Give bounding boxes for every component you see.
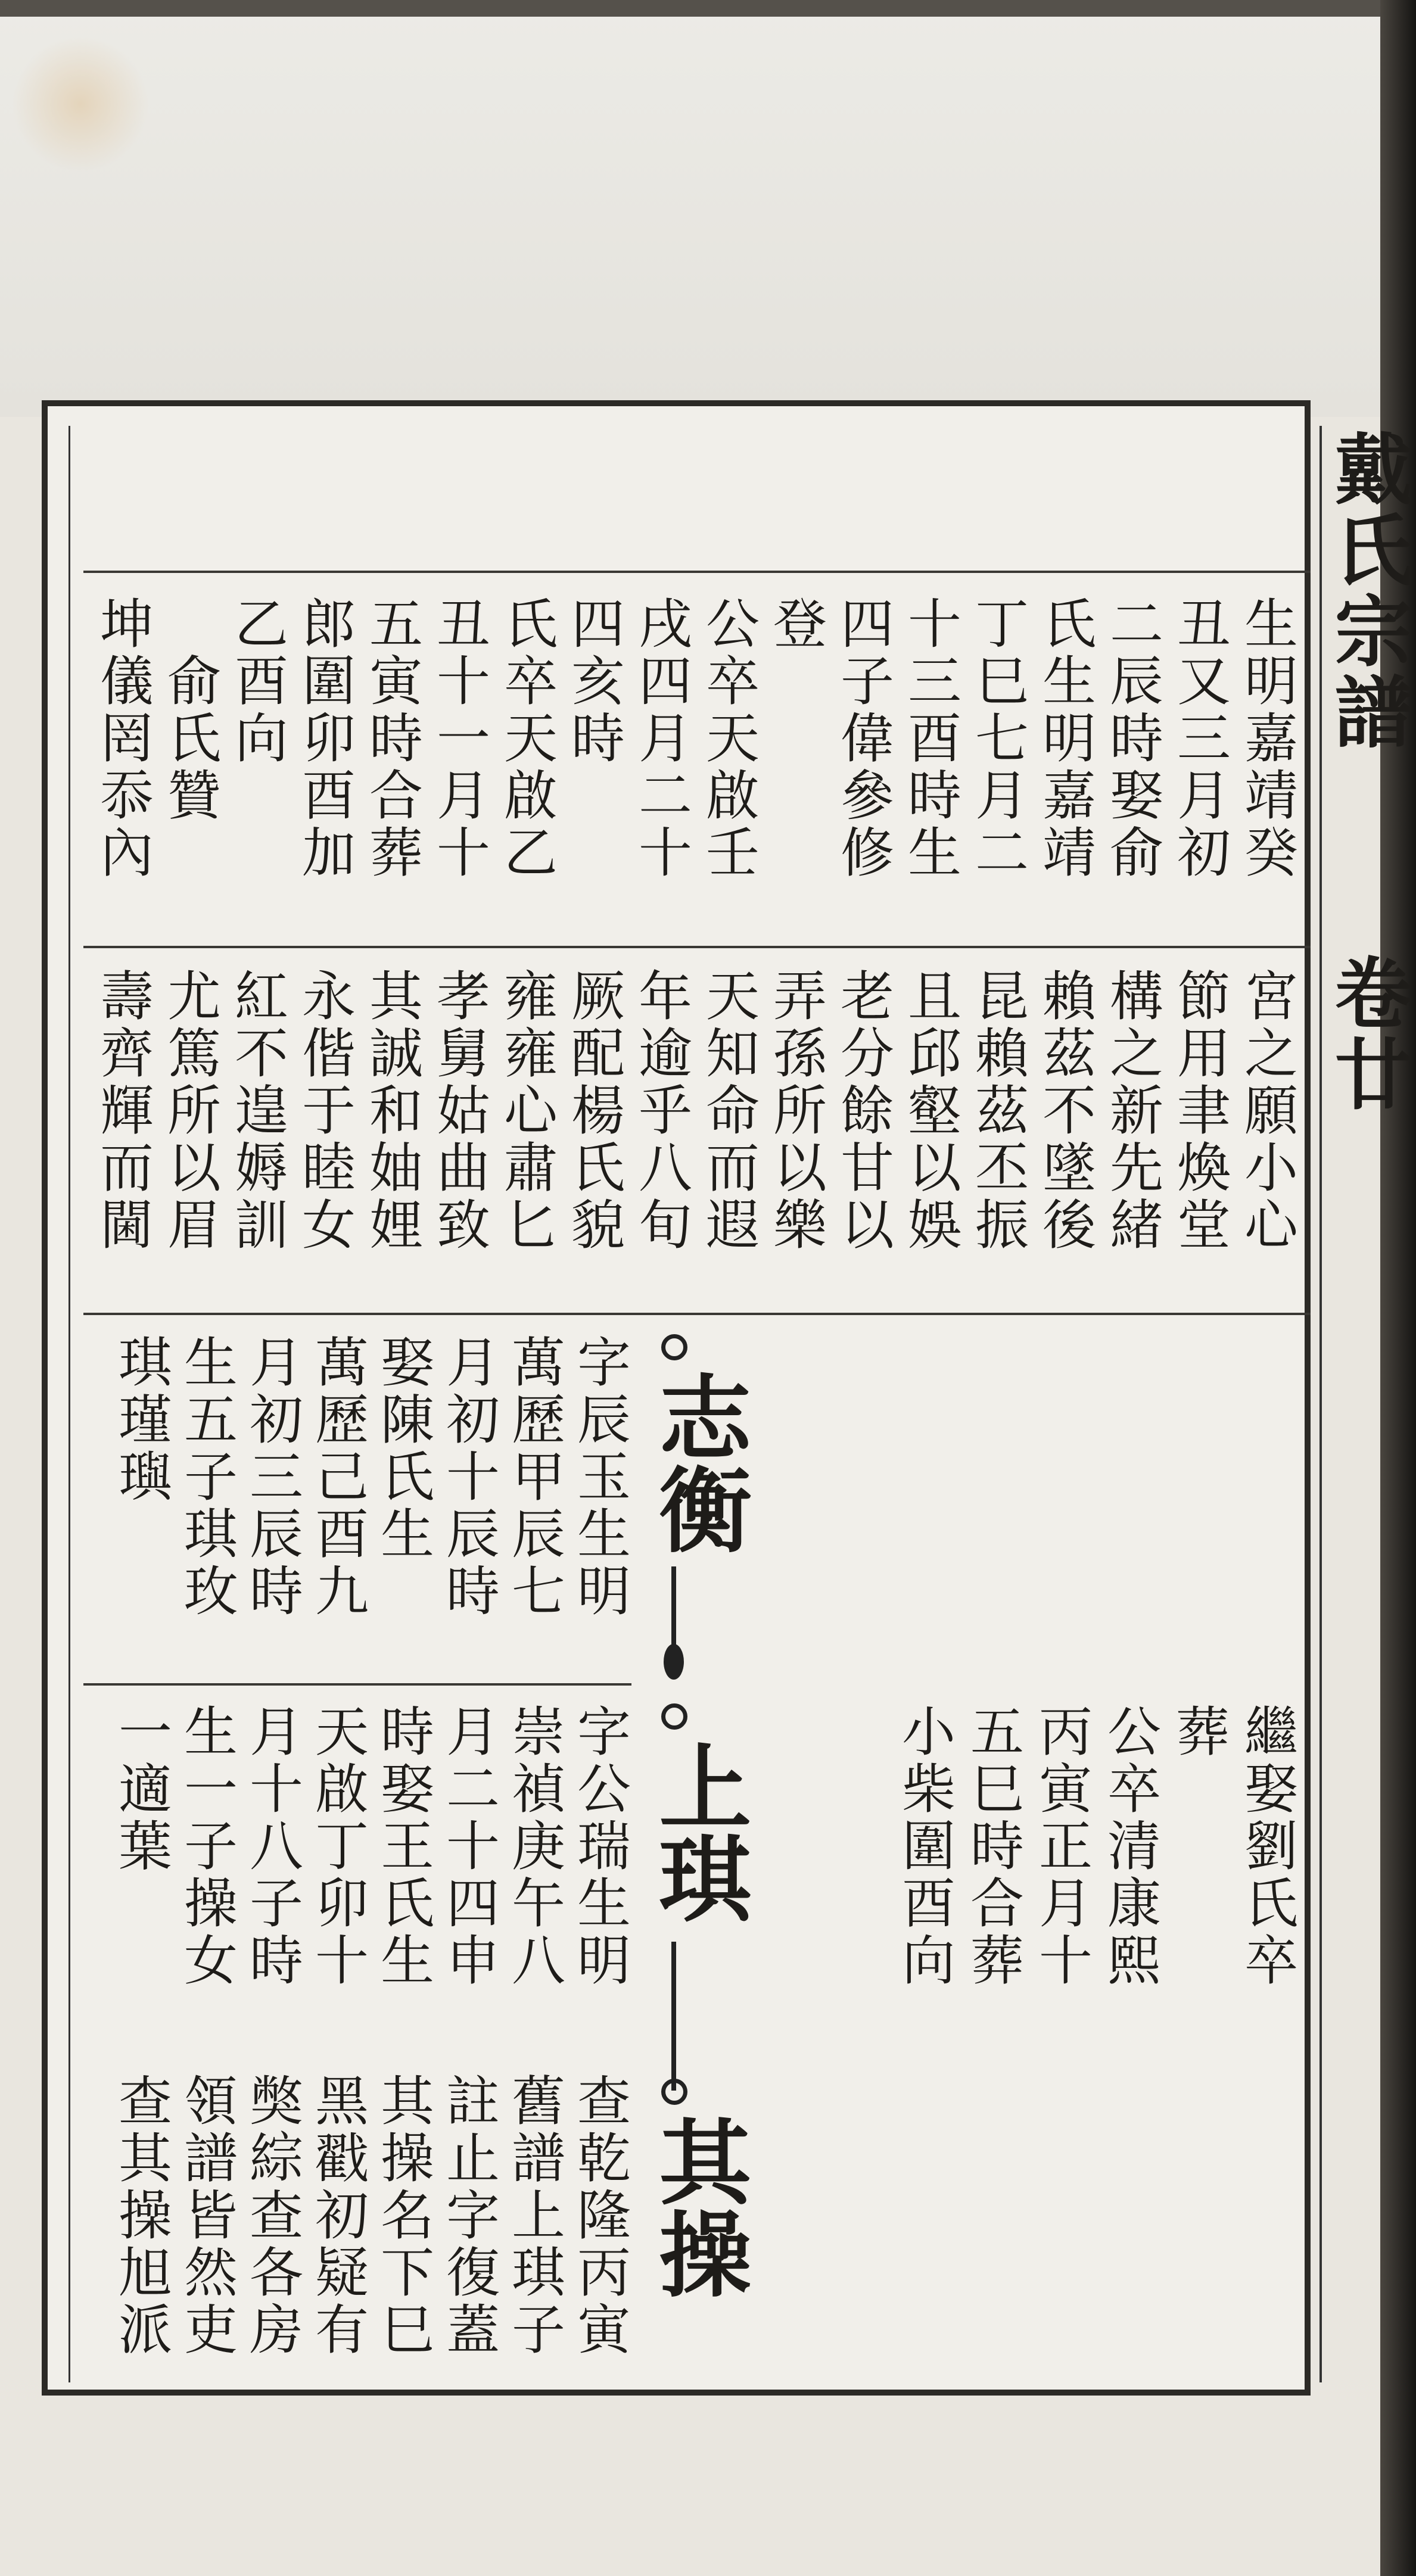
text-column: 坤儀罔忝內 bbox=[91, 596, 153, 881]
text-column: 查其操旭派 bbox=[109, 2073, 172, 2359]
text-column: 氏生明嘉靖 bbox=[1033, 596, 1096, 881]
text-column: 乙酉向 bbox=[225, 596, 288, 767]
text-column: 字公瑞生明 bbox=[568, 1703, 630, 1989]
text-column: 丁巳七月二 bbox=[966, 596, 1028, 881]
text-column: 戌四月二十 bbox=[629, 596, 692, 881]
text-column: 四亥時 bbox=[562, 596, 624, 767]
text-column: 老分餘甘以 bbox=[831, 968, 894, 1254]
circle-marker bbox=[661, 2079, 687, 2105]
text-column: 且邱壑以娛 bbox=[898, 968, 961, 1254]
text-column: 天知命而遐 bbox=[696, 968, 759, 1254]
text-column: 月二十四申 bbox=[437, 1703, 499, 1989]
person-name: 上琪 bbox=[644, 1739, 753, 1924]
person-name: 其操 bbox=[644, 2114, 753, 2299]
rule-top bbox=[83, 571, 1311, 573]
text-column: 舊譜上琪子 bbox=[502, 2073, 565, 2359]
text-column: 萬歷甲辰七 bbox=[502, 1334, 565, 1620]
text-column: 構之新先緒 bbox=[1100, 968, 1163, 1254]
rule-3-left bbox=[83, 1683, 631, 1686]
text-column: 宮之願小心 bbox=[1235, 968, 1297, 1254]
text-column: 年逾乎八旬 bbox=[629, 968, 692, 1254]
text-column: 生五子琪玫 bbox=[175, 1334, 237, 1620]
text-column: 五寅時合葬 bbox=[360, 596, 422, 881]
text-column: 厥配楊氏貌 bbox=[562, 968, 624, 1254]
ornament-mark bbox=[664, 1644, 684, 1680]
text-column: 氏卒天啟乙 bbox=[494, 596, 557, 881]
text-column: 琪瑾璵 bbox=[109, 1334, 172, 1506]
circle-marker bbox=[661, 1703, 687, 1730]
text-column: 壽齊輝而閫 bbox=[91, 968, 153, 1254]
paper-stain bbox=[12, 36, 149, 173]
text-column: 小柴圍酉向 bbox=[892, 1703, 955, 1989]
text-column: 尤篤所以眉 bbox=[158, 968, 220, 1254]
text-column: 查乾隆丙寅 bbox=[568, 2073, 630, 2359]
text-column: 月初三辰時 bbox=[240, 1334, 303, 1620]
top-margin bbox=[0, 0, 1416, 417]
text-column: 崇禎庚午八 bbox=[502, 1703, 565, 1989]
text-column: 十三酉時生 bbox=[898, 596, 961, 881]
text-column: 時娶王氏生 bbox=[371, 1703, 434, 1989]
text-column: 弄孫所以樂 bbox=[764, 968, 826, 1254]
text-column: 昆賴茲丕振 bbox=[966, 968, 1028, 1254]
text-column: 其誠和妯娌 bbox=[360, 968, 422, 1254]
heading-qicao bbox=[631, 2079, 753, 2353]
heading-shangqi bbox=[631, 1703, 753, 2079]
frame-inner-left-rule bbox=[69, 426, 70, 2382]
text-column: 葬 bbox=[1166, 1703, 1229, 1761]
text-column: 四子偉參修 bbox=[831, 596, 894, 881]
text-column: 登 bbox=[764, 596, 826, 653]
text-column: 黑戳初疑有 bbox=[306, 2073, 368, 2359]
person-name: 志衡 bbox=[644, 1370, 753, 1555]
text-column: 領譜皆然吏 bbox=[175, 2073, 237, 2359]
text-column: 生一子操女 bbox=[175, 1703, 237, 1989]
text-column: 雍雍心肅匕 bbox=[494, 968, 557, 1254]
rule-1 bbox=[83, 946, 1311, 948]
text-column: 月十八子時 bbox=[240, 1703, 303, 1989]
chapter-label: 卷廿 bbox=[1322, 953, 1413, 1115]
connector-line bbox=[671, 1566, 676, 1656]
text-column: 生明嘉靖癸 bbox=[1235, 596, 1297, 881]
text-column: 紅不遑媷訓 bbox=[225, 968, 288, 1254]
text-column: 公卒天啟壬 bbox=[696, 596, 759, 881]
text-column: 其操名下巳 bbox=[371, 2073, 434, 2359]
text-column: 一適葉 bbox=[109, 1703, 172, 1875]
circle-marker bbox=[661, 1334, 687, 1360]
text-column: 節用聿煥堂 bbox=[1168, 968, 1230, 1254]
text-column: 賴茲不墜後 bbox=[1033, 968, 1096, 1254]
text-column: 俞氏贊 bbox=[158, 596, 220, 824]
heading-zhiheng bbox=[631, 1334, 753, 1721]
connector-line bbox=[671, 1942, 676, 2091]
text-column: 五巳時合葬 bbox=[961, 1703, 1023, 1989]
text-column: 丑又三月初 bbox=[1168, 596, 1230, 881]
text-column: 丙寅正月十 bbox=[1029, 1703, 1092, 1989]
text-column: 孝舅姑曲致 bbox=[427, 968, 490, 1254]
text-column: 娶陳氏生 bbox=[371, 1334, 434, 1563]
text-column: 註止字復蓋 bbox=[437, 2073, 499, 2359]
rule-2 bbox=[83, 1313, 1311, 1315]
text-column: 繼娶劉氏卒 bbox=[1235, 1703, 1297, 1989]
text-column: 萬歷己酉九 bbox=[306, 1334, 368, 1620]
header-title: 戴氏宗譜 bbox=[1322, 429, 1413, 753]
text-column: 公卒清康熙 bbox=[1098, 1703, 1160, 1989]
text-column: 丑十一月十 bbox=[427, 596, 490, 881]
top-edge bbox=[0, 0, 1416, 17]
text-column: 字辰玉生明 bbox=[568, 1334, 630, 1620]
text-column: 郎圍卯酉加 bbox=[292, 596, 355, 881]
text-column: 天啟丁卯十 bbox=[306, 1703, 368, 1989]
book-spine bbox=[1380, 0, 1416, 2576]
text-column: 二辰時娶俞 bbox=[1100, 596, 1163, 881]
text-column: 永偕于睦女 bbox=[292, 968, 355, 1254]
text-column: 月初十辰時 bbox=[437, 1334, 499, 1620]
text-column: 獘綜查各房 bbox=[240, 2073, 303, 2359]
